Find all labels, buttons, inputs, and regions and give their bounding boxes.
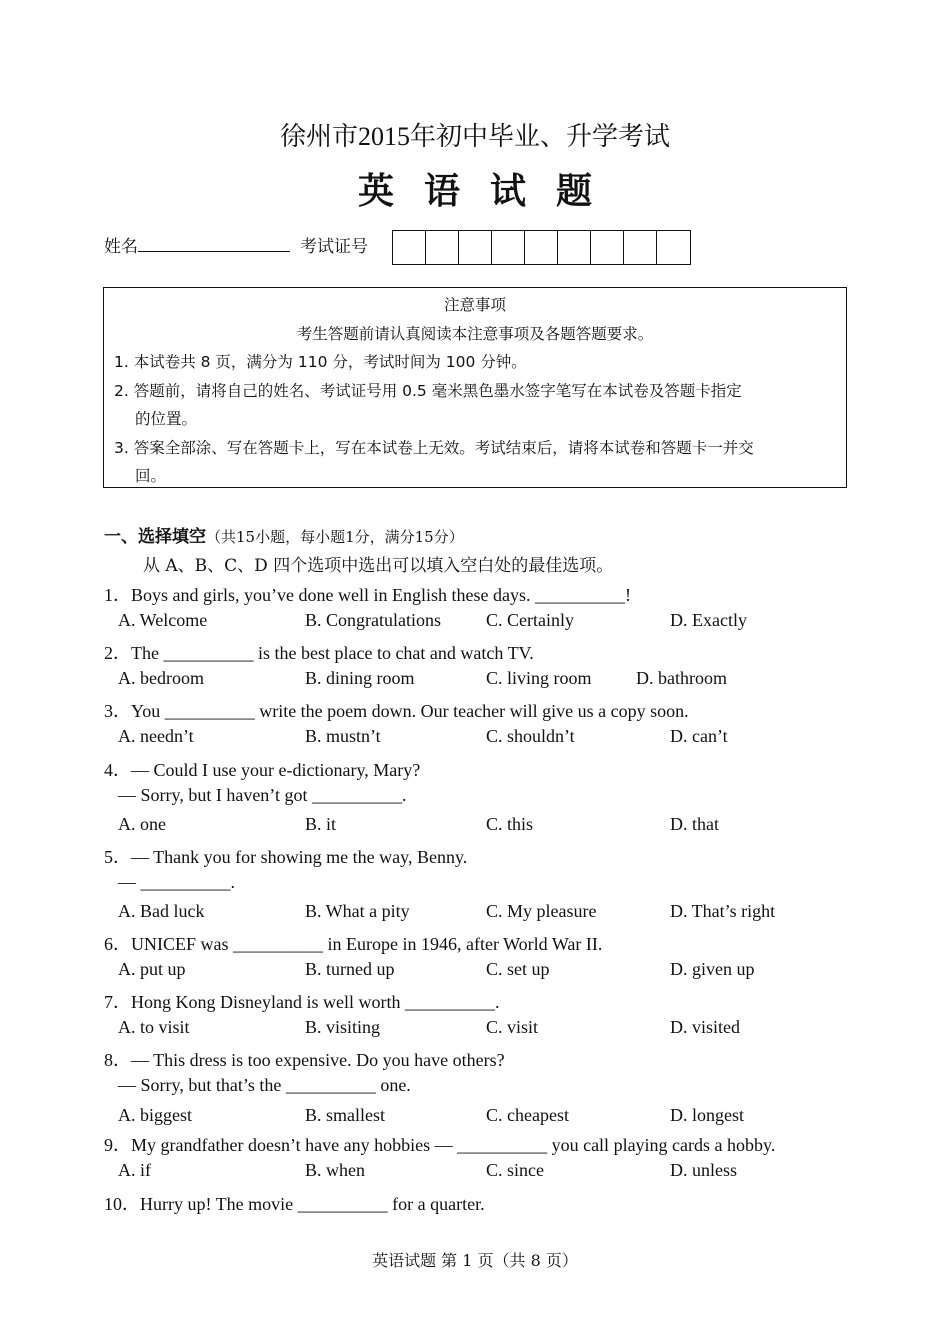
- name-field-row: [104, 232, 368, 257]
- subject-title: 英语试题: [357, 171, 622, 212]
- question-8: 8．— This dress is too expensive. Do you have others?: [104, 1050, 505, 1070]
- option-4a: A. one: [118, 814, 166, 834]
- option-1b: B. Congratulations: [305, 610, 441, 630]
- exam-id-boxes[interactable]: [392, 230, 691, 265]
- section-instruction: 从 A、B、C、D 四个选项中选出可以填入空白处的最佳选项。: [143, 556, 614, 576]
- option-3c: C. shouldn’t: [486, 726, 575, 746]
- notice-item-1: 1. 本试卷共 8 页，满分为 110 分，考试时间为 100 分钟。: [114, 353, 527, 371]
- id-digit-box[interactable]: [591, 231, 624, 264]
- option-5c: C. My pleasure: [486, 901, 597, 921]
- question-7: 7．Hong Kong Disneyland is well worth __________.: [104, 992, 500, 1012]
- option-6c: C. set up: [486, 959, 550, 979]
- option-7b: B. visiting: [305, 1017, 381, 1037]
- section-heading: [104, 522, 464, 547]
- id-digit-box[interactable]: [492, 231, 525, 264]
- id-digit-box[interactable]: [426, 231, 459, 264]
- question-8-reply: — Sorry, but that’s the __________ one.: [118, 1075, 411, 1095]
- option-6b: B. turned up: [305, 959, 395, 979]
- notice-item-2: 2. 答题前，请将自己的姓名、考试证号用 0.5 毫米黑色墨水签字笔写在本试卷及答题卡指定: [114, 382, 742, 400]
- notice-heading: 注意事项: [443, 296, 506, 314]
- option-7c: C. visit: [486, 1017, 539, 1037]
- option-5d: D. That’s right: [670, 901, 776, 921]
- option-8c: C. cheapest: [486, 1105, 569, 1125]
- id-digit-box[interactable]: [624, 231, 657, 264]
- name-label: 姓名: [104, 237, 138, 257]
- notice-subheading: 考生答题前请认真阅读本注意事项及各题答题要求。: [296, 325, 654, 343]
- section-note: （共15小题，每小题1分，满分15分）: [206, 528, 464, 546]
- question-1: 1．Boys and girls, you’ve done well in English these days. __________!: [104, 585, 631, 605]
- notice-item-2-cont: 的位置。: [135, 410, 198, 428]
- option-2d: D. bathroom: [636, 668, 727, 688]
- option-1d: D. Exactly: [670, 610, 747, 630]
- option-3d: D. can’t: [670, 726, 728, 746]
- question-5-reply: — __________.: [118, 872, 235, 892]
- option-7a: A. to visit: [118, 1017, 190, 1037]
- id-digit-box[interactable]: [459, 231, 492, 264]
- id-digit-box[interactable]: [558, 231, 591, 264]
- exam-title: 徐州市2015年初中毕业、升学考试: [279, 122, 670, 151]
- id-digit-box[interactable]: [393, 231, 426, 264]
- option-9c: C. since: [486, 1160, 544, 1180]
- id-digit-box[interactable]: [657, 231, 690, 264]
- question-5: 5．— Thank you for showing me the way, Benny.: [104, 847, 468, 867]
- question-6: 6．UNICEF was __________ in Europe in 1946, after World War II.: [104, 934, 603, 954]
- name-blank[interactable]: [138, 235, 290, 252]
- option-5a: A. Bad luck: [118, 901, 205, 921]
- option-3a: A. needn’t: [118, 726, 194, 746]
- notice-item-3-cont: 回。: [135, 467, 167, 485]
- question-10: 10．Hurry up! The movie __________ for a quarter.: [104, 1194, 485, 1214]
- option-6d: D. given up: [670, 959, 755, 979]
- question-3: 3．You __________ write the poem down. Our teacher will give us a copy soon.: [104, 701, 689, 721]
- question-2: 2．The __________ is the best place to chat and watch TV.: [104, 643, 534, 663]
- notice-box: [103, 287, 847, 488]
- option-9d: D. unless: [670, 1160, 737, 1180]
- question-9: 9．My grandfather doesn’t have any hobbies — __________ you call playing cards a hobby.: [104, 1135, 776, 1155]
- option-8d: D. longest: [670, 1105, 744, 1125]
- option-1c: C. Certainly: [486, 610, 574, 630]
- option-8a: A. biggest: [118, 1105, 192, 1125]
- exam-id-label: 考试证号: [300, 237, 368, 257]
- option-2b: B. dining room: [305, 668, 415, 688]
- option-4b: B. it: [305, 814, 337, 834]
- option-2a: A. bedroom: [118, 668, 204, 688]
- page-footer: 英语试题 第 1 页（共 8 页）: [372, 1251, 578, 1270]
- option-4c: C. this: [486, 814, 534, 834]
- option-3b: B. mustn’t: [305, 726, 381, 746]
- option-8b: B. smallest: [305, 1105, 385, 1125]
- option-9b: B. when: [305, 1160, 365, 1180]
- option-1a: A. Welcome: [118, 610, 208, 630]
- question-4-reply: — Sorry, but I haven’t got __________.: [118, 785, 407, 805]
- option-9a: A. if: [118, 1160, 151, 1180]
- section-title: 一、选择填空: [104, 527, 206, 547]
- id-digit-box[interactable]: [525, 231, 558, 264]
- option-5b: B. What a pity: [305, 901, 410, 921]
- notice-item-3: 3. 答案全部涂、写在答题卡上，写在本试卷上无效。考试结束后，请将本试卷和答题卡一并交: [114, 439, 754, 457]
- question-4: 4．— Could I use your e-dictionary, Mary?: [104, 760, 421, 780]
- option-7d: D. visited: [670, 1017, 740, 1037]
- option-4d: D. that: [670, 814, 719, 834]
- option-2c: C. living room: [486, 668, 592, 688]
- option-6a: A. put up: [118, 959, 186, 979]
